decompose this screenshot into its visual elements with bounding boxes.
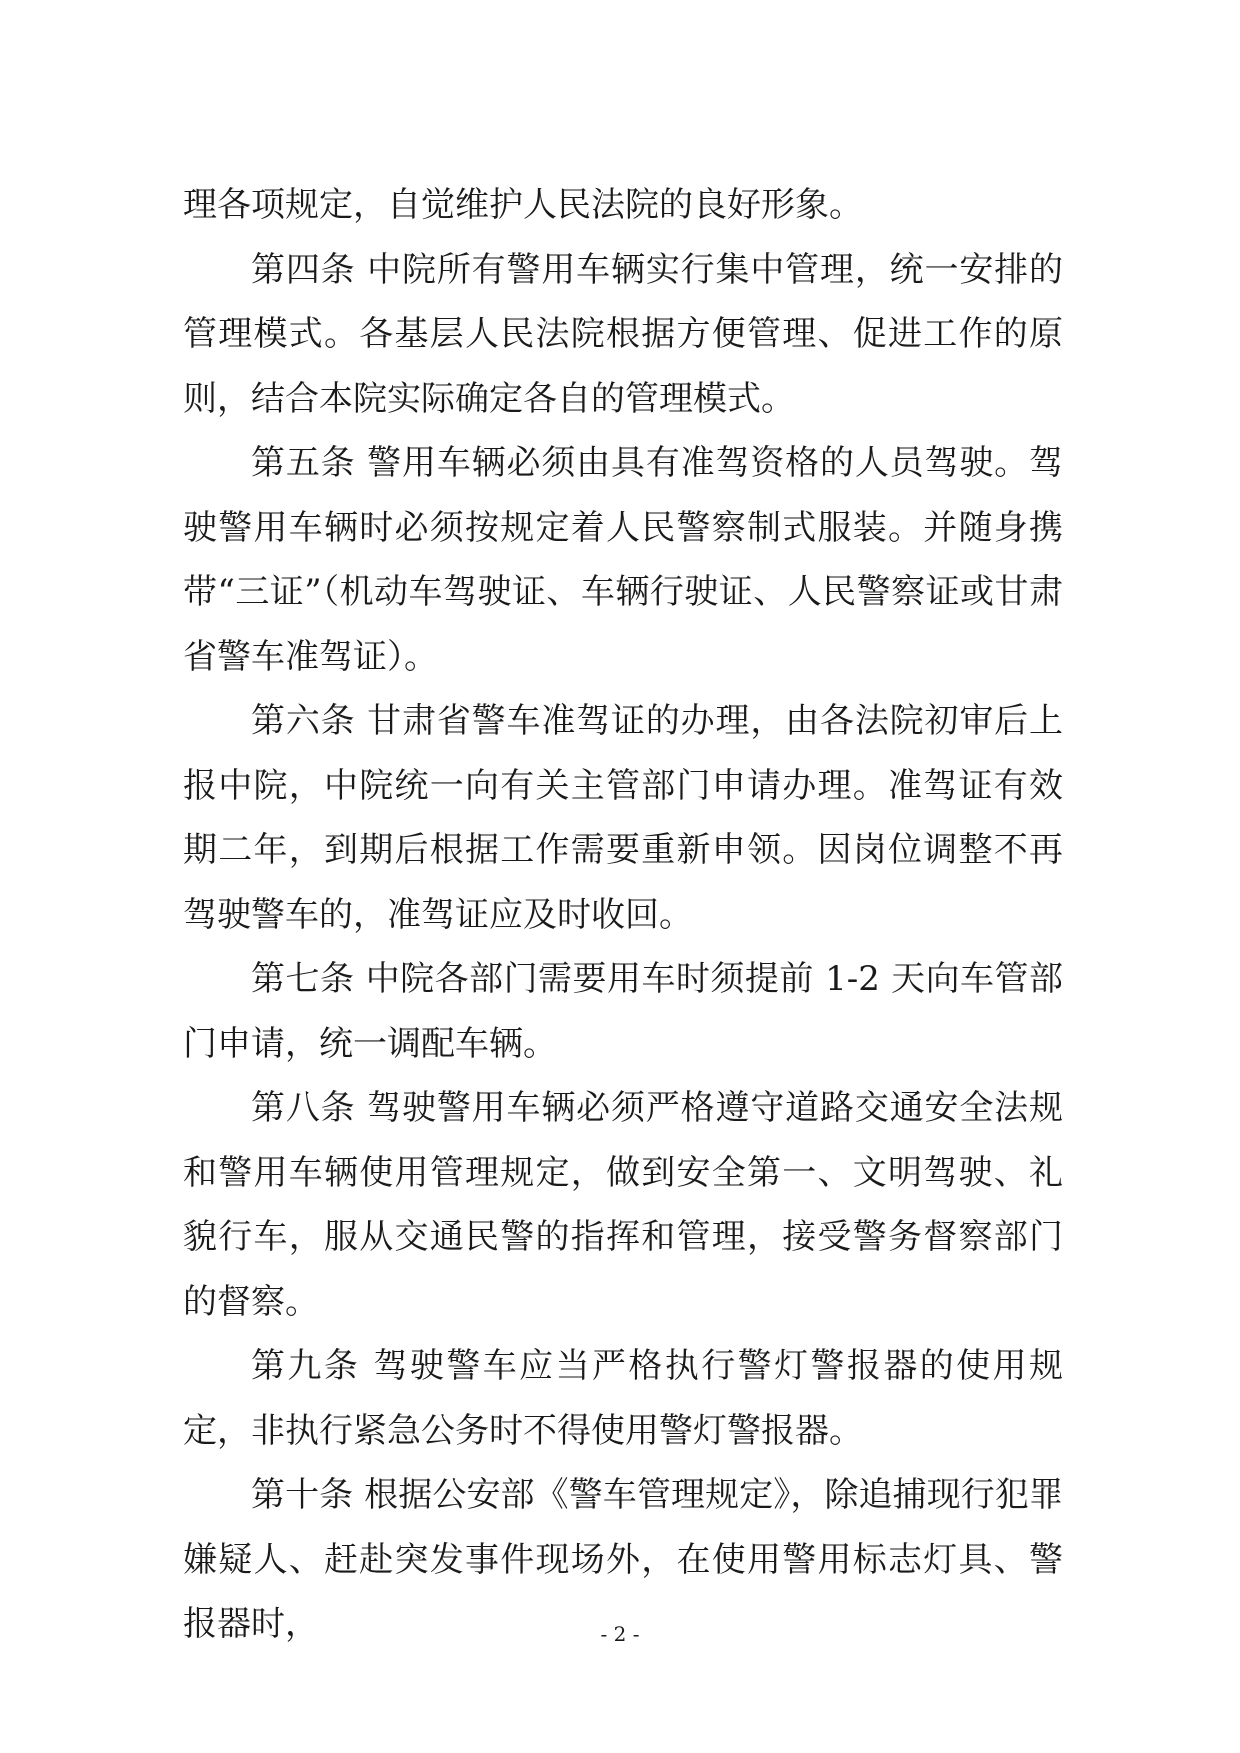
paragraph-article-7: 第七条 中院各部门需要用车时须提前 1-2 天向车管部门申请，统一调配车辆。	[183, 959, 1063, 1064]
paragraph-article-4: 第四条 中院所有警用车辆实行集中管理，统一安排的管理模式。各基层人民法院根据方便管理、促进工作的原则，结合本院实际确定各自的管理模式。	[183, 249, 1063, 419]
paragraph-article-6: 第六条 甘肃省警车准驾证的办理，由各法院初审后上报中院，中院统一向有关主管部门申请办理。准驾证有效期二年，到期后根据工作需要重新申领。因岗位调整不再驾驶警车的，准驾证应及时收回。	[183, 701, 1063, 935]
document-body	[183, 173, 1063, 1657]
page-number: - 2 -	[600, 1622, 640, 1646]
paragraph-continuation: 理各项规定，自觉维护人民法院的良好形象。	[183, 185, 863, 225]
paragraph-article-5: 第五条 警用车辆必须由具有准驾资格的人员驾驶。驾驶警用车辆时必须按规定着人民警察制式服装。并随身携带“三证”（机动车驾驶证、车辆行驶证、人民警察证或甘肃省警车准驾证）。	[183, 443, 1063, 677]
paragraph-article-10: 第十条 根据公安部《警车管理规定》，除追捕现行犯罪嫌疑人、赶赴突发事件现场外，在使用警用标志灯具、警报器时，	[183, 1475, 1063, 1644]
paragraph-article-9: 第九条 驾驶警车应当严格执行警灯警报器的使用规定，非执行紧急公务时不得使用警灯警报器。	[183, 1346, 1063, 1451]
paragraph-article-8: 第八条 驾驶警用车辆必须严格遵守道路交通安全法规和警用车辆使用管理规定，做到安全第一、文明驾驶、礼貌行车，服从交通民警的指挥和管理，接受警务督察部门的督察。	[183, 1088, 1063, 1322]
